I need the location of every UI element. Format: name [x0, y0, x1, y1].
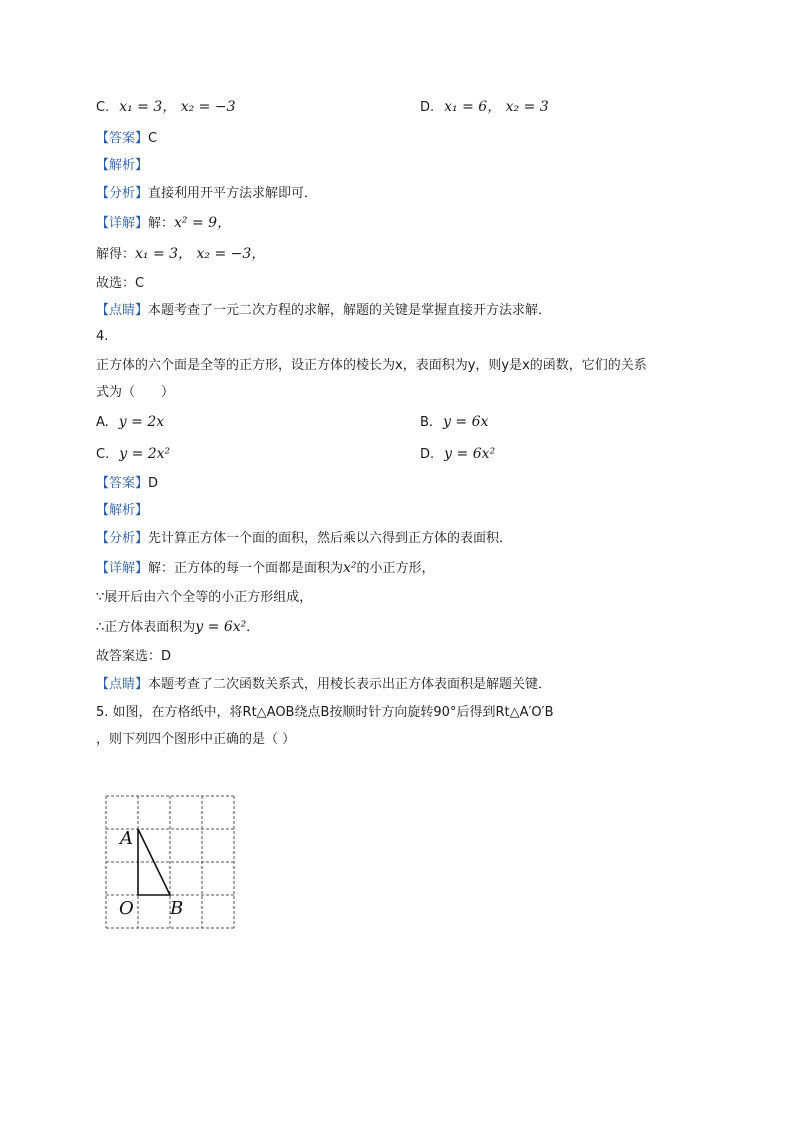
q3-analysis-heading: 【解析】	[96, 158, 149, 173]
label-a: A	[120, 828, 133, 849]
q4-dianjing: 【点睛】本题考查了二次函数关系式，用棱长表示出正方体表面积是解题关键．	[96, 677, 552, 692]
q4-answer: 【答案】D	[96, 476, 159, 491]
q4-analysis-heading: 【解析】	[96, 503, 149, 518]
label-o: O	[119, 898, 134, 919]
q4-xiangjie: 【详解】解：正方体的每一个面都是面积为x²的小正方形，	[96, 560, 435, 576]
q4-choose: 故答案选：D	[96, 649, 172, 664]
q3-option-d: D. x₁ = 6， x₂ = 3	[420, 99, 549, 115]
q4-option-a: A. y = 2x	[96, 414, 165, 430]
q5-stem-line2: ，则下列四个图形中正确的是（ ）	[96, 732, 296, 747]
q4-stem-line1: 正方体的六个面是全等的正方形，设正方体的棱长为x，表面积为y，则y是x的函数，它们的关系	[96, 358, 647, 373]
label-b: B	[170, 898, 184, 919]
q4-because: ∵展开后由六个全等的小正方形组成，	[96, 590, 313, 605]
q3-fenxi: 【分析】直接利用开平方法求解即可．	[96, 186, 318, 201]
q3-solution: 解得：x₁ = 3， x₂ = −3，	[96, 246, 266, 262]
q4-fenxi: 【分析】先计算正方体一个面的面积，然后乘以六得到正方体的表面积．	[96, 531, 513, 546]
q3-choose: 故选：C	[96, 276, 145, 291]
q5-stem-line1: 5. 如图，在方格纸中，将Rt△AOB绕点B按顺时针方向旋转90°后得到Rt△A′O′B	[96, 705, 554, 720]
q3-xiangjie: 【详解】解：x² = 9，	[96, 215, 232, 231]
q4-option-c: C. y = 2x²	[96, 446, 171, 462]
q3-answer: 【答案】C	[96, 131, 158, 146]
q3-dianjing: 【点睛】本题考查了一元二次方程的求解，解题的关键是掌握直接开方法求解．	[96, 303, 552, 318]
q4-number: 4.	[96, 329, 109, 344]
q4-therefore: ∴正方体表面积为y = 6x²．	[96, 619, 260, 635]
q4-stem-line2: 式为（ ）	[96, 385, 175, 400]
rotation-grid-figure	[100, 792, 240, 934]
q4-option-d: D. y = 6x²	[420, 446, 496, 462]
q4-option-b: B. y = 6x	[420, 414, 489, 430]
q3-option-c: C. x₁ = 3， x₂ = −3	[96, 99, 236, 115]
